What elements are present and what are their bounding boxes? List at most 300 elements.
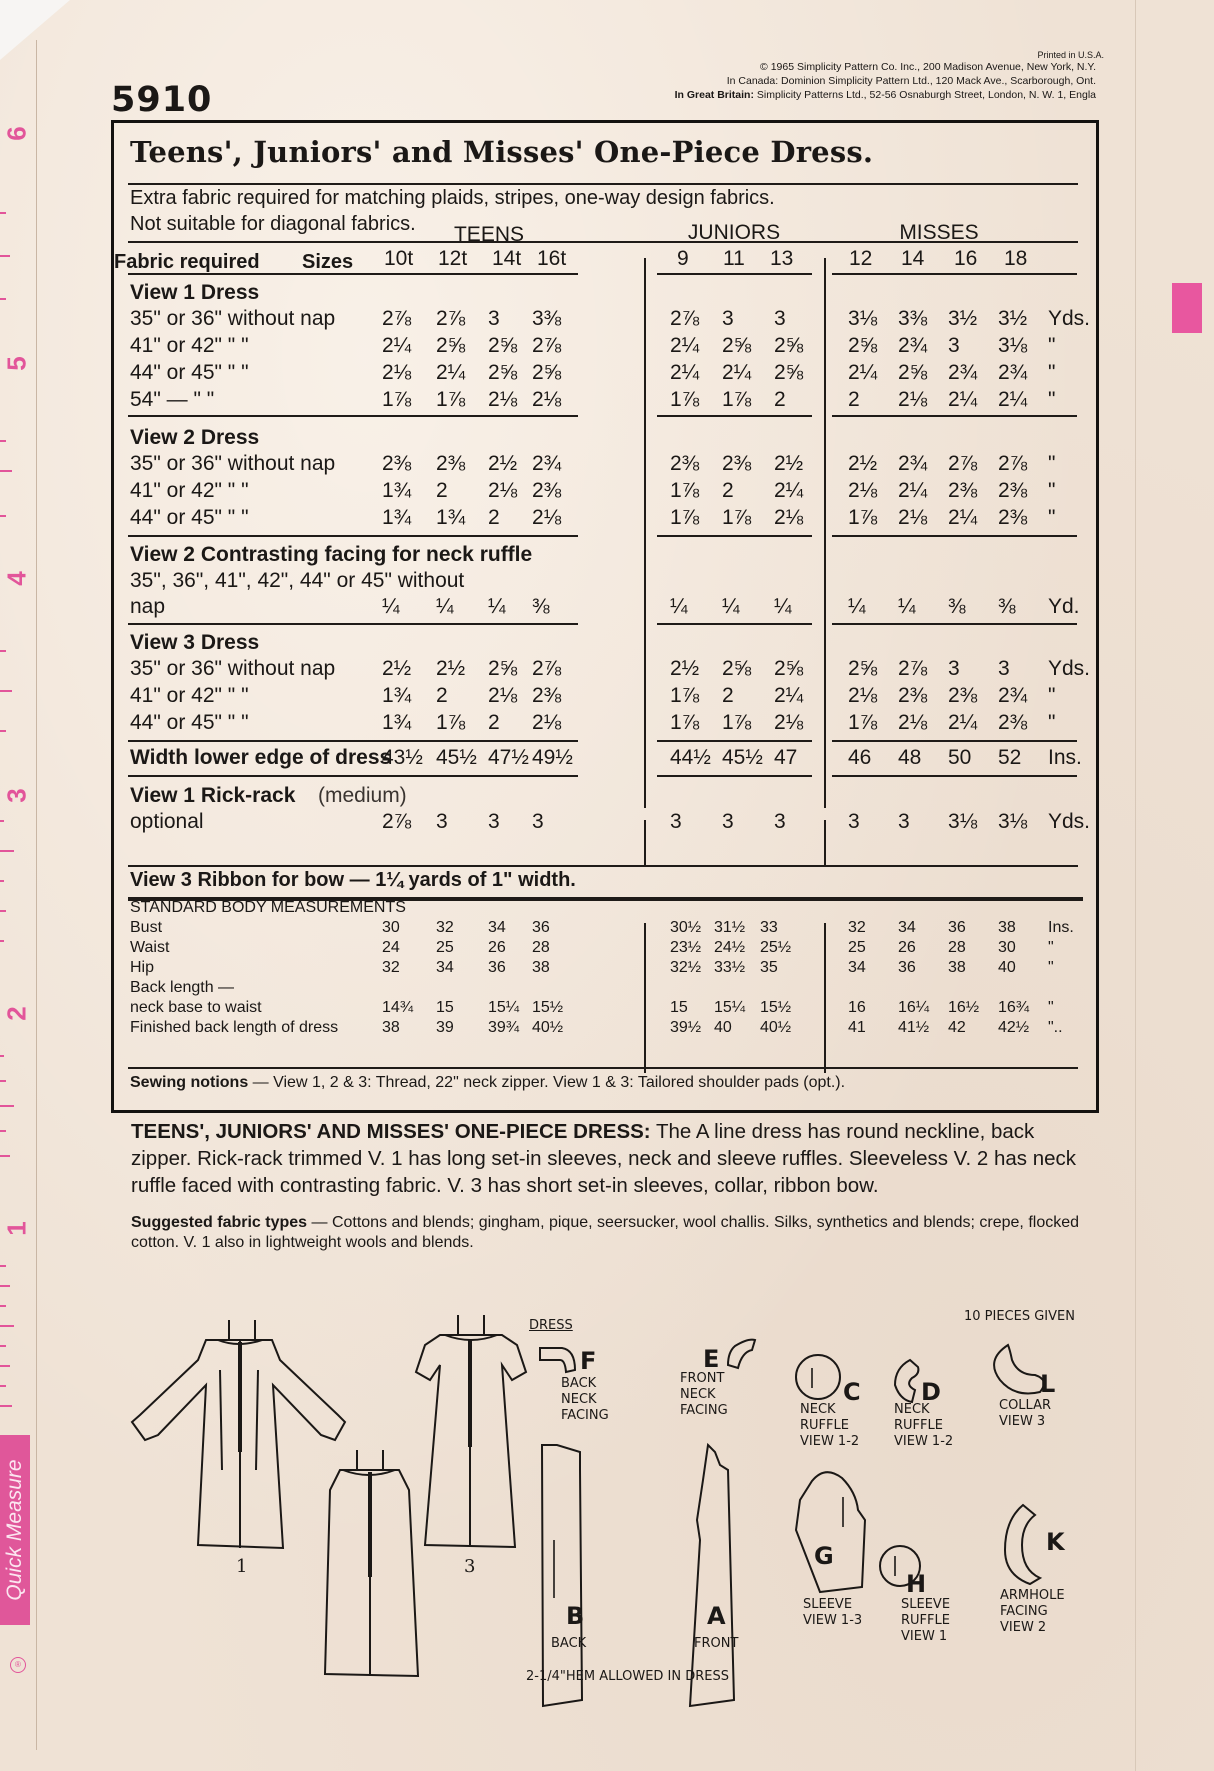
value-teens: 3 <box>488 307 500 330</box>
description-lead: TEENS', JUNIORS' AND MISSES' ONE-PIECE DRESS: <box>131 1120 651 1143</box>
fabric-types-label: Suggested fabric types <box>131 1214 308 1231</box>
section-heading: View 1 Dress <box>130 281 260 304</box>
value-misses: 2⅞ <box>998 452 1028 475</box>
value-teens: 2½ <box>488 452 518 475</box>
value-misses: 2⅞ <box>948 452 978 475</box>
value-misses: 3⅛ <box>998 810 1028 833</box>
value-teens: 2⅛ <box>532 506 562 529</box>
unit: " <box>1048 334 1056 357</box>
piece-letter-l: L <box>1040 1370 1056 1398</box>
measurement-misses: 40 <box>998 959 1016 976</box>
value-misses: 2½ <box>848 452 878 475</box>
piece-label-k <box>1000 1588 1065 1636</box>
value-misses: 2¼ <box>848 361 878 384</box>
value-juniors: 1⅞ <box>670 506 700 529</box>
value-misses: 2⅜ <box>898 684 928 707</box>
label-line: NECK <box>800 1402 836 1417</box>
value-teens: 2⅜ <box>436 452 466 475</box>
value-misses: 2⅛ <box>848 684 878 707</box>
unit: Yds. <box>1048 810 1091 833</box>
measurement-juniors: 30½ <box>670 919 702 936</box>
value-misses: 3⅛ <box>948 810 978 833</box>
group-header-teens: TEENS <box>453 223 524 246</box>
measurement-teens: 39¾ <box>488 1019 520 1036</box>
measurement-juniors: 24½ <box>714 939 746 956</box>
label-line: NECK <box>680 1387 716 1402</box>
value-teens: 1¾ <box>382 506 412 529</box>
value-juniors: 3 <box>670 810 682 833</box>
fabric-types-text: — Cottons and blends; gingham, pique, seersucker, wool challis. Silks, synthetics and blends; crepe, flocked cotton. V. 1 also in lightweight wools and blends. <box>131 1214 1080 1251</box>
value-teens: 2⅞ <box>532 657 562 680</box>
value-teens: 1¾ <box>382 684 412 707</box>
piece-letter-a: A <box>707 1602 726 1630</box>
unit: " <box>1048 506 1056 529</box>
value-misses: ⅜ <box>998 595 1016 618</box>
group-header-juniors: JUNIORS <box>687 221 781 244</box>
measurement-juniors: 25½ <box>760 939 792 956</box>
value-misses: 52 <box>998 746 1022 769</box>
value-misses: ⅜ <box>948 595 966 618</box>
piece-label-b: BACK <box>551 1636 587 1651</box>
value-juniors: 2⅝ <box>774 657 804 680</box>
value-juniors: 1⅞ <box>722 388 752 411</box>
value-misses: 2⅜ <box>948 479 978 502</box>
label-line: NECK <box>894 1402 930 1417</box>
ruler-number: 1 <box>1 1221 32 1236</box>
value-teens: 2⅛ <box>532 388 562 411</box>
value-teens: 1⅞ <box>436 711 466 734</box>
note-line: Not suitable for diagonal fabrics. <box>130 213 416 235</box>
size-12t: 12t <box>438 247 468 270</box>
value-teens: 3 <box>488 810 500 833</box>
value-teens: 3 <box>436 810 448 833</box>
measurement-teens: 24 <box>382 939 400 956</box>
dress-section-label: DRESS <box>529 1318 573 1333</box>
group-header-misses: MISSES <box>899 221 979 244</box>
measurement-juniors: 31½ <box>714 919 746 936</box>
note-line: Extra fabric required for matching plaids, stripes, one-way design fabrics. <box>130 187 775 209</box>
value-teens: 2⅛ <box>382 361 412 384</box>
registered-mark-icon: ® <box>10 1657 26 1673</box>
value-misses: 3½ <box>948 307 978 330</box>
value-teens: 2⅝ <box>532 361 562 384</box>
label-line: FACING <box>680 1403 728 1418</box>
label-line: NECK <box>561 1392 597 1407</box>
size-13: 13 <box>770 247 794 270</box>
value-misses: 3⅜ <box>898 307 928 330</box>
value-misses: 50 <box>948 746 972 769</box>
measurement-juniors: 33 <box>760 919 778 936</box>
value-teens: 47½ <box>488 746 529 769</box>
row-label: optional <box>130 810 204 833</box>
row-label: 41" or 42" " " <box>130 479 249 502</box>
value-teens: ¼ <box>488 595 506 618</box>
measurement-misses: 28 <box>948 939 966 956</box>
value-misses: 3 <box>948 657 960 680</box>
measurement-misses: 34 <box>898 919 916 936</box>
value-teens: ⅜ <box>532 595 550 618</box>
section-heading: Width lower edge of dress <box>130 746 392 769</box>
measurement-juniors: 15¼ <box>714 999 746 1016</box>
copyright-rest: Simplicity Patterns Ltd., 52-56 Osnaburgh Street, London, N. W. 1, Engla <box>756 89 1096 101</box>
row-label: 35" or 36" without nap <box>130 657 336 680</box>
size-16t: 16t <box>537 247 567 270</box>
piece-letter-f: F <box>580 1347 597 1375</box>
sizes-text: Sizes <box>302 251 354 273</box>
measurement-teens: 26 <box>488 939 506 956</box>
unit: Yd. <box>1048 595 1080 618</box>
value-teens: 1⅞ <box>436 388 466 411</box>
row-label: 44" or 45" " " <box>130 361 249 384</box>
value-teens: ¼ <box>382 595 400 618</box>
size-10t: 10t <box>384 247 414 270</box>
value-teens: 2 <box>436 479 448 502</box>
value-misses: 2¾ <box>898 452 928 475</box>
sewing-notions-text: — View 1, 2 & 3: Thread, 22" neck zipper. View 1 & 3: Tailored shoulder pads (opt.). <box>248 1074 846 1091</box>
measurement-misses: 38 <box>948 959 966 976</box>
value-teens: ¼ <box>436 595 454 618</box>
piece-label-h <box>901 1597 950 1645</box>
piece-letter-d: D <box>921 1378 941 1406</box>
size-11: 11 <box>723 247 745 270</box>
value-misses: 2⅝ <box>848 657 878 680</box>
value-juniors: 2 <box>774 388 786 411</box>
label-line: FACING <box>1000 1604 1048 1619</box>
measurement-misses: 26 <box>898 939 916 956</box>
value-teens: 2 <box>436 684 448 707</box>
measurement-misses: 42½ <box>998 1019 1030 1036</box>
label-line: VIEW 1 <box>901 1629 948 1644</box>
measurement-misses: 36 <box>898 959 916 976</box>
value-misses: 2⅜ <box>998 711 1028 734</box>
value-juniors: 45½ <box>722 746 763 769</box>
measurement-juniors: 23½ <box>670 939 702 956</box>
value-teens: 1⅞ <box>382 388 412 411</box>
value-juniors: 2½ <box>774 452 804 475</box>
measurement-teens: 15½ <box>532 999 564 1016</box>
row-label: 35" or 36" without nap <box>130 307 336 330</box>
value-misses: 2¾ <box>948 361 978 384</box>
value-juniors: 2⅞ <box>670 307 700 330</box>
label-line: FRONT <box>680 1371 725 1386</box>
piece-label-g <box>803 1597 862 1629</box>
piece-label-c <box>800 1402 859 1450</box>
value-juniors: 2¼ <box>774 479 804 502</box>
value-misses: ¼ <box>848 595 866 618</box>
value-teens: 2¾ <box>532 452 562 475</box>
value-misses: 3⅛ <box>998 334 1028 357</box>
description-text: The A line dress has round neckline, back zipper. Rick-rack trimmed V. 1 has long set-in sleeves, neck and sleeve ruffles. Sleeveless V. 2 has neck ruffle faced with contrasting fabric. V. 3 has short set-in sleeves, collar, ribbon bow. <box>131 1120 1076 1197</box>
value-juniors: 2⅛ <box>774 711 804 734</box>
value-teens: 2⅝ <box>488 361 518 384</box>
measurement-unit: " <box>1048 999 1054 1016</box>
value-misses: 2¼ <box>948 388 978 411</box>
size-16: 16 <box>954 247 978 270</box>
value-juniors: 2¼ <box>774 684 804 707</box>
value-misses: 2 <box>848 388 860 411</box>
value-misses: 2⅞ <box>898 657 928 680</box>
value-teens: 1¾ <box>382 711 412 734</box>
measurement-teens: 32 <box>436 919 454 936</box>
measurement-teens: 25 <box>436 939 454 956</box>
piece-label-e <box>680 1371 728 1419</box>
label-line: SLEEVE <box>803 1597 853 1612</box>
piece-letter-h: H <box>906 1570 927 1598</box>
piece-label-a: FRONT <box>694 1636 739 1651</box>
value-misses: 2¼ <box>998 388 1028 411</box>
copyright-line: © 1965 Simplicity Pattern Co. Inc., 200 Madison Avenue, New York, N.Y. <box>760 61 1096 73</box>
value-teens: 2 <box>488 506 500 529</box>
pieces-count: 10 PIECES GIVEN <box>964 1309 1075 1324</box>
unit: " <box>1048 452 1056 475</box>
measurement-juniors: 33½ <box>714 959 746 976</box>
label-line: FACING <box>561 1408 609 1423</box>
measurement-teens: 28 <box>532 939 550 956</box>
value-teens: 3 <box>532 810 544 833</box>
piece-letter-c: C <box>843 1378 861 1406</box>
piece-label-l <box>999 1398 1051 1430</box>
value-teens: 2⅜ <box>532 479 562 502</box>
measurement-teens: 34 <box>436 959 454 976</box>
measurement-teens: 15¼ <box>488 999 520 1016</box>
value-misses: 2¾ <box>898 334 928 357</box>
value-juniors: 2⅝ <box>774 334 804 357</box>
measurement-juniors: 40 <box>714 1019 732 1036</box>
value-juniors: 1⅞ <box>670 388 700 411</box>
measurement-unit: " <box>1048 959 1054 976</box>
measurement-misses: 32 <box>848 919 866 936</box>
value-teens: 2⅜ <box>532 684 562 707</box>
copyright-bold: In Great Britain: <box>674 89 754 101</box>
value-juniors: 1⅞ <box>722 711 752 734</box>
ribbon-note: View 3 Ribbon for bow — 1¼ yards of 1" width. <box>130 869 576 891</box>
piece-letter-b: B <box>566 1602 585 1630</box>
unit: Yds. <box>1048 657 1091 680</box>
unit: " <box>1048 361 1056 384</box>
ruler-number: 3 <box>1 788 32 803</box>
value-misses: 46 <box>848 746 872 769</box>
value-misses: 2⅛ <box>848 479 878 502</box>
size-9: 9 <box>677 247 689 270</box>
unit: " <box>1048 479 1056 502</box>
value-misses: 3 <box>898 810 910 833</box>
measurement-juniors: 39½ <box>670 1019 702 1036</box>
ruler-number: 4 <box>1 571 32 586</box>
value-juniors: 1⅞ <box>670 711 700 734</box>
measurement-misses: 41½ <box>898 1019 930 1036</box>
value-teens: 45½ <box>436 746 477 769</box>
measurement-unit: Ins. <box>1048 919 1074 936</box>
measurement-juniors: 35 <box>760 959 778 976</box>
measurement-label: Waist <box>130 939 170 956</box>
value-juniors: 2½ <box>670 657 700 680</box>
label-line: BACK <box>561 1376 597 1391</box>
value-misses: 2¼ <box>948 506 978 529</box>
row-label: 41" or 42" " " <box>130 334 249 357</box>
value-teens: 2⅞ <box>436 307 466 330</box>
measurement-label: Finished back length of dress <box>130 1019 339 1036</box>
measurement-teens: 40½ <box>532 1019 564 1036</box>
row-label: nap <box>130 595 166 618</box>
section-subheading: 35", 36", 41", 42", 44" or 45" without <box>130 569 465 592</box>
section-heading-note: (medium) <box>318 784 407 807</box>
label-line: VIEW 3 <box>999 1414 1046 1429</box>
row-label: 41" or 42" " " <box>130 684 249 707</box>
value-teens: 2⅛ <box>532 711 562 734</box>
value-juniors: 1⅞ <box>670 684 700 707</box>
measurement-misses: 34 <box>848 959 866 976</box>
value-misses: 2¾ <box>998 684 1028 707</box>
measurement-misses: 30 <box>998 939 1016 956</box>
value-teens: 1¾ <box>382 479 412 502</box>
value-misses: 2⅜ <box>998 479 1028 502</box>
label-line: VIEW 1-3 <box>803 1613 863 1628</box>
value-teens: 1¾ <box>436 506 466 529</box>
size-14t: 14t <box>492 247 522 270</box>
value-juniors: ¼ <box>670 595 688 618</box>
label-line: VIEW 1-2 <box>800 1434 860 1449</box>
value-misses: 2¼ <box>898 479 928 502</box>
body-measurements-heading: STANDARD BODY MEASUREMENTS <box>130 899 406 916</box>
measurement-label: neck base to waist <box>130 999 262 1016</box>
view-label-3: 3 <box>464 1556 476 1577</box>
value-teens: 2 <box>488 711 500 734</box>
value-misses: 2⅝ <box>848 334 878 357</box>
measurement-misses: 38 <box>998 919 1016 936</box>
quick-measure-text: Quick Measure <box>3 1459 26 1601</box>
page-title: Teens', Juniors' and Misses' One-Piece Dress. <box>130 135 874 169</box>
value-teens: 2⅛ <box>488 684 518 707</box>
value-misses: 2⅜ <box>948 684 978 707</box>
printed-in-usa: Printed in U.S.A. <box>1037 50 1104 60</box>
value-juniors: 47 <box>774 746 798 769</box>
value-misses: 2⅛ <box>898 711 928 734</box>
measurement-teens: 38 <box>382 1019 400 1036</box>
measurement-teens: 15 <box>436 999 454 1016</box>
hem-allowance-note: 2-1/4"HEM ALLOWED IN DRESS <box>526 1669 730 1684</box>
label-line: ARMHOLE <box>1000 1588 1065 1603</box>
value-juniors: ¼ <box>722 595 740 618</box>
value-teens: 2¼ <box>382 334 412 357</box>
size-12: 12 <box>849 247 873 270</box>
measurement-juniors: 15½ <box>760 999 792 1016</box>
ruler-number: 6 <box>1 126 32 141</box>
row-label: 54" — " " <box>130 388 215 411</box>
value-teens: 2⅞ <box>382 307 412 330</box>
ruler-number: 5 <box>1 356 32 371</box>
value-teens: 2⅛ <box>488 479 518 502</box>
view-label-1: 1 <box>236 1556 248 1577</box>
value-juniors: ¼ <box>774 595 792 618</box>
piece-letter-g: G <box>814 1542 834 1570</box>
measurement-teens: 36 <box>532 919 550 936</box>
value-juniors: 2¼ <box>670 334 700 357</box>
value-juniors: 2⅝ <box>774 361 804 384</box>
value-teens: 2¼ <box>436 361 466 384</box>
measurement-label: Back length — <box>130 979 235 996</box>
label-line: COLLAR <box>999 1398 1052 1413</box>
value-misses: 2⅛ <box>898 506 928 529</box>
measurement-misses: 16½ <box>948 999 980 1016</box>
pattern-number: 5910 <box>111 80 213 120</box>
ruler-number: 2 <box>1 1006 32 1021</box>
section-heading: View 2 Contrasting facing for neck ruffle <box>130 543 533 566</box>
measurement-misses: 41 <box>848 1019 866 1036</box>
value-misses: 3½ <box>998 307 1028 330</box>
value-teens: 2⅝ <box>488 657 518 680</box>
value-juniors: 2⅝ <box>722 334 752 357</box>
measurement-teens: 39 <box>436 1019 454 1036</box>
measurement-juniors: 40½ <box>760 1019 792 1036</box>
size-18: 18 <box>1004 247 1028 270</box>
value-juniors: 2⅛ <box>774 506 804 529</box>
measurement-teens: 38 <box>532 959 550 976</box>
value-misses: 2¾ <box>998 361 1028 384</box>
value-juniors: 3 <box>774 810 786 833</box>
copyright-line: In Canada: Dominion Simplicity Pattern Ltd., 120 Mack Ave., Scarborough, Ont. <box>726 75 1096 87</box>
value-juniors: 3 <box>722 307 734 330</box>
section-heading: View 3 Dress <box>130 631 260 654</box>
measurement-misses: 16¾ <box>998 999 1030 1016</box>
value-misses: 1⅞ <box>848 506 878 529</box>
value-misses: 2⅜ <box>998 506 1028 529</box>
value-teens: 2⅝ <box>436 334 466 357</box>
section-heading: View 1 Rick-rack <box>130 784 296 807</box>
measurement-teens: 30 <box>382 919 400 936</box>
measurement-teens: 14¾ <box>382 999 414 1016</box>
unit: Ins. <box>1048 746 1082 769</box>
value-misses: 2⅛ <box>898 388 928 411</box>
piece-letter-e: E <box>703 1345 720 1373</box>
value-misses: 3⅛ <box>848 307 878 330</box>
measurement-unit: ".. <box>1048 1019 1063 1036</box>
fabric-required-text: Fabric required <box>114 251 260 273</box>
value-juniors: 2⅝ <box>722 657 752 680</box>
piece-label-f <box>561 1376 609 1424</box>
label-line: RUFFLE <box>894 1418 943 1433</box>
value-misses: 3 <box>998 657 1010 680</box>
value-juniors: 3 <box>774 307 786 330</box>
measurement-misses: 42 <box>948 1019 966 1036</box>
row-label: 44" or 45" " " <box>130 711 249 734</box>
value-juniors: 3 <box>722 810 734 833</box>
unit: Yds. <box>1048 307 1091 330</box>
unit: " <box>1048 388 1056 411</box>
size-14: 14 <box>901 247 925 270</box>
measurement-label: Hip <box>130 959 155 976</box>
measurement-teens: 36 <box>488 959 506 976</box>
label-line: RUFFLE <box>800 1418 849 1433</box>
value-misses: 3 <box>848 810 860 833</box>
value-juniors: 1⅞ <box>670 479 700 502</box>
unit: " <box>1048 684 1056 707</box>
value-teens: 43½ <box>382 746 423 769</box>
measurement-misses: 16¼ <box>898 999 930 1016</box>
value-teens: 2½ <box>382 657 412 680</box>
value-juniors: 2¼ <box>670 361 700 384</box>
row-label: 35" or 36" without nap <box>130 452 336 475</box>
measurement-misses: 25 <box>848 939 866 956</box>
label-line: VIEW 2 <box>1000 1620 1047 1635</box>
value-teens: 2⅛ <box>488 388 518 411</box>
measurement-teens: 32 <box>382 959 400 976</box>
measurement-teens: 34 <box>488 919 506 936</box>
measurement-juniors: 15 <box>670 999 688 1016</box>
value-juniors: 2⅜ <box>722 452 752 475</box>
value-teens: 2⅞ <box>382 810 412 833</box>
value-teens: 2⅞ <box>532 334 562 357</box>
piece-letter-k: K <box>1046 1528 1065 1556</box>
